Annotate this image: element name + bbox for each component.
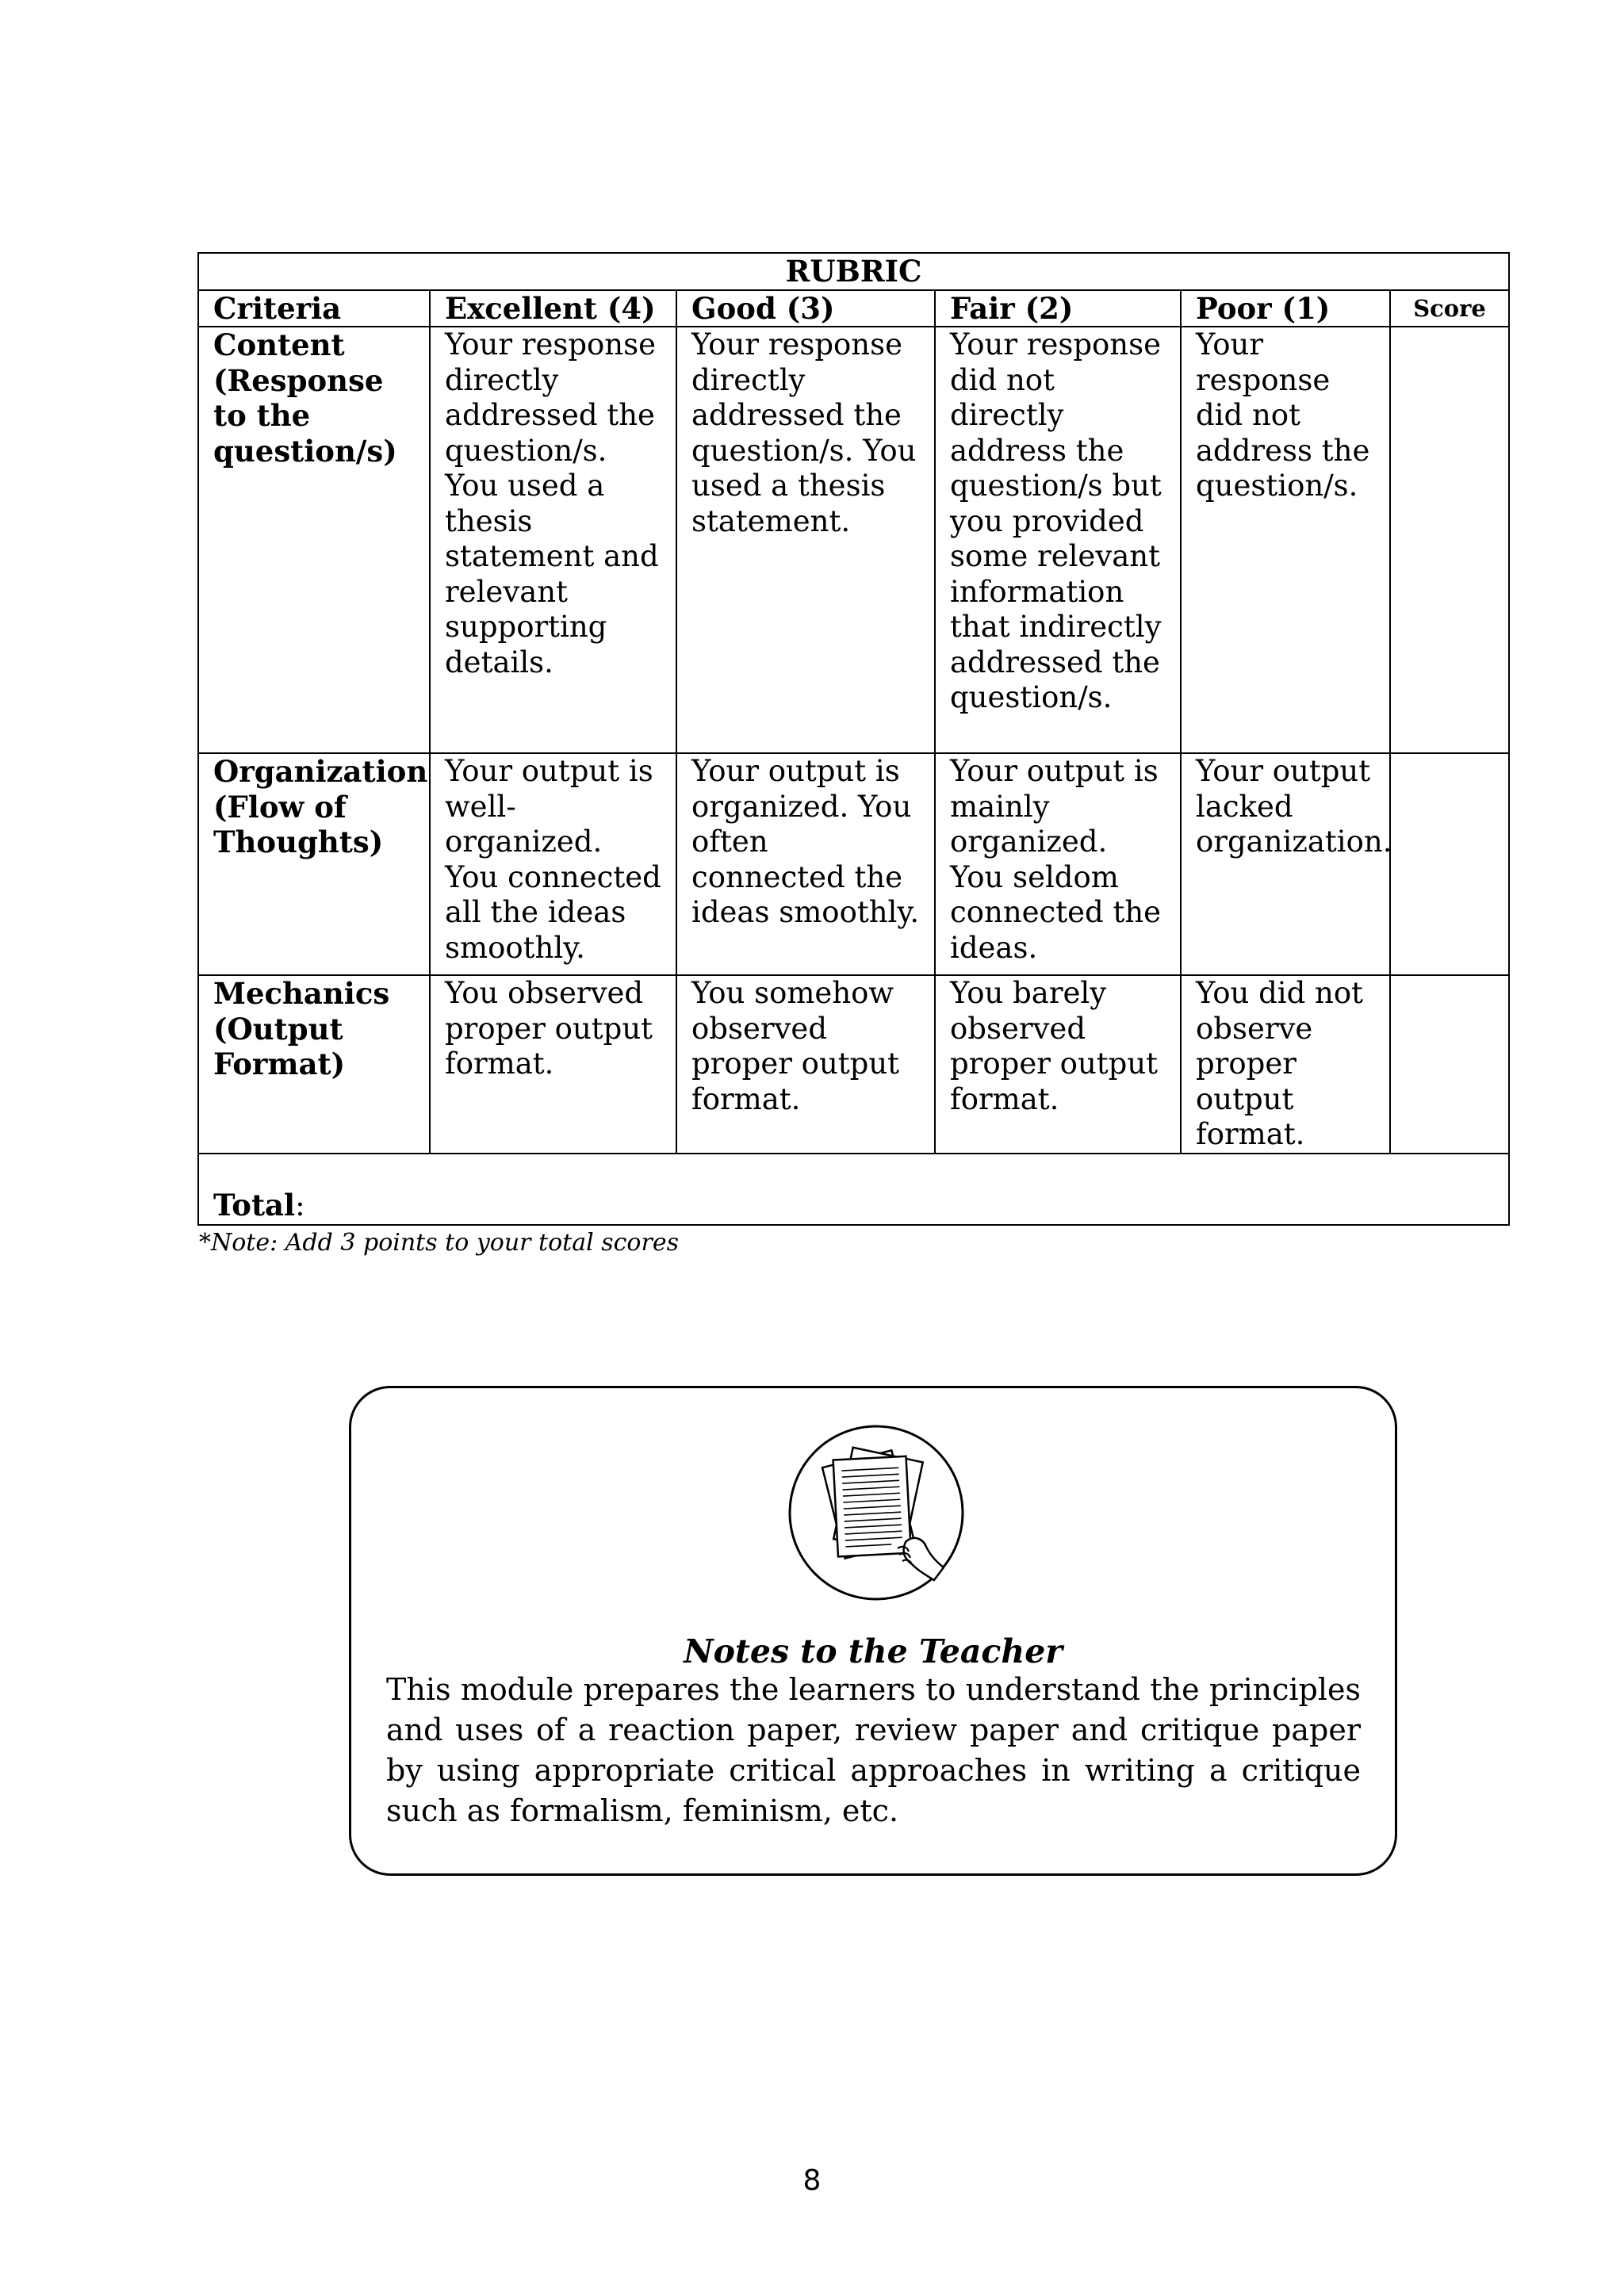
good-cell: Your output is organized. You often connected the ideas smoothly. xyxy=(676,753,935,975)
teacher-notes-title: Notes to the Teacher xyxy=(684,1632,1063,1670)
criteria-cell: Content (Response to the question/s) xyxy=(198,327,430,753)
criteria-cell: Organization (Flow of Thoughts) xyxy=(198,753,430,975)
total-cell[interactable] xyxy=(198,1154,1509,1225)
table-row xyxy=(198,327,1509,753)
header-poor: Poor (1) xyxy=(1181,290,1390,327)
poor-cell: You did not observe proper output format. xyxy=(1181,975,1390,1154)
score-cell[interactable] xyxy=(1390,975,1509,1154)
table-row xyxy=(198,753,1509,975)
excellent-cell: You observed proper output format. xyxy=(430,975,676,1154)
header-score: Score xyxy=(1390,290,1509,327)
rubric-header-row xyxy=(198,290,1509,327)
rubric-title-row xyxy=(198,253,1509,290)
fair-cell: Your output is mainly organized. You seldom connected the ideas. xyxy=(935,753,1181,975)
fair-cell: You barely observed proper output format. xyxy=(935,975,1181,1154)
header-criteria: Criteria xyxy=(198,290,430,327)
page-number: 8 xyxy=(802,2164,822,2197)
rubric-note: *Note: Add 3 points to your total scores xyxy=(199,1229,679,1257)
poor-cell: Your output lacked organization. xyxy=(1181,753,1390,975)
header-good: Good (3) xyxy=(676,290,935,327)
total-colon: : xyxy=(295,1188,305,1223)
teacher-notes-text: This module prepares the learners to understand the principles and uses of a reaction paper, review paper and critique paper by using appropriate critical approaches in writing a critique such as formalism, feminism, etc. xyxy=(386,1672,1361,1828)
header-fair: Fair (2) xyxy=(935,290,1181,327)
criteria-cell: Mechanics (Output Format) xyxy=(198,975,430,1154)
table-row xyxy=(198,975,1509,1154)
total-row xyxy=(198,1154,1509,1225)
score-cell[interactable] xyxy=(1390,753,1509,975)
poor-cell: Your response did not address the question/s. xyxy=(1181,327,1390,753)
excellent-cell: Your response directly addressed the question/s. You used a thesis statement and relevant supporting details. xyxy=(430,327,676,753)
rubric-title: RUBRIC xyxy=(198,253,1509,290)
score-cell[interactable] xyxy=(1390,327,1509,753)
fair-cell: Your response did not directly address the question/s but you provided some relevant information that indirectly addressed the question/s. xyxy=(935,327,1181,753)
good-cell: You somehow observed proper output format. xyxy=(676,975,935,1154)
papers-in-hand-icon xyxy=(787,1423,966,1602)
rubric-table xyxy=(197,252,1510,1226)
header-excellent: Excellent (4) xyxy=(430,290,676,327)
total-label: Total xyxy=(213,1188,296,1223)
good-cell: Your response directly addressed the question/s. You used a thesis statement. xyxy=(676,327,935,753)
excellent-cell: Your output is well-organized. You connected all the ideas smoothly. xyxy=(430,753,676,975)
teacher-notes-box xyxy=(349,1386,1397,1876)
